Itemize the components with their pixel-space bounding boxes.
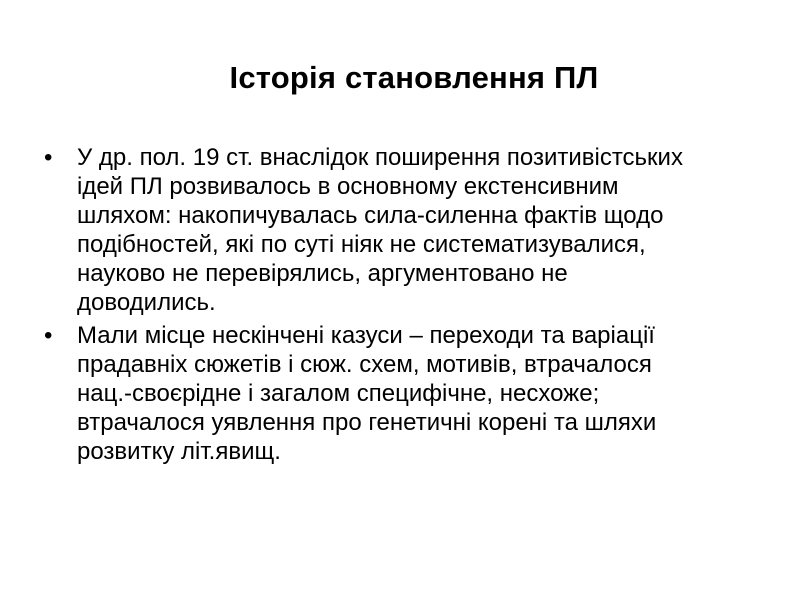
bullet-line: розвитку літ.явищ. [77,438,281,465]
bullet-line: втрачалося уявлення про генетичні корені та шляхи [77,409,657,436]
bullet-line: доводились. [77,289,216,316]
bullet-item [44,143,774,317]
slide-title: Історія становлення ПЛ [229,60,599,95]
bullet-icon: • [44,144,53,171]
bullet-line: подібностей, які по суті ніяк не систематизувалися, [77,231,646,258]
bullet-item [44,321,774,466]
bullet-line: прадавніх сюжетів і сюж. схем, мотивів, втрачалося [77,351,652,378]
bullet-line: Мали місце нескінчені казуси – переходи та варіації [77,322,655,349]
bullet-list [44,143,774,470]
bullet-line: нац.-своєрідне і загалом специфічне, несхоже; [77,380,600,407]
bullet-icon: • [44,322,53,349]
bullet-line: шляхом: накопичувалась сила-силенна фактів щодо [77,202,664,229]
bullet-line: У др. пол. 19 ст. внаслідок поширення позитивістських [77,144,683,171]
bullet-line: науково не перевірялись, аргументовано не [77,260,568,287]
bullet-line: ідей ПЛ розвивалось в основному екстенсивним [77,173,619,200]
